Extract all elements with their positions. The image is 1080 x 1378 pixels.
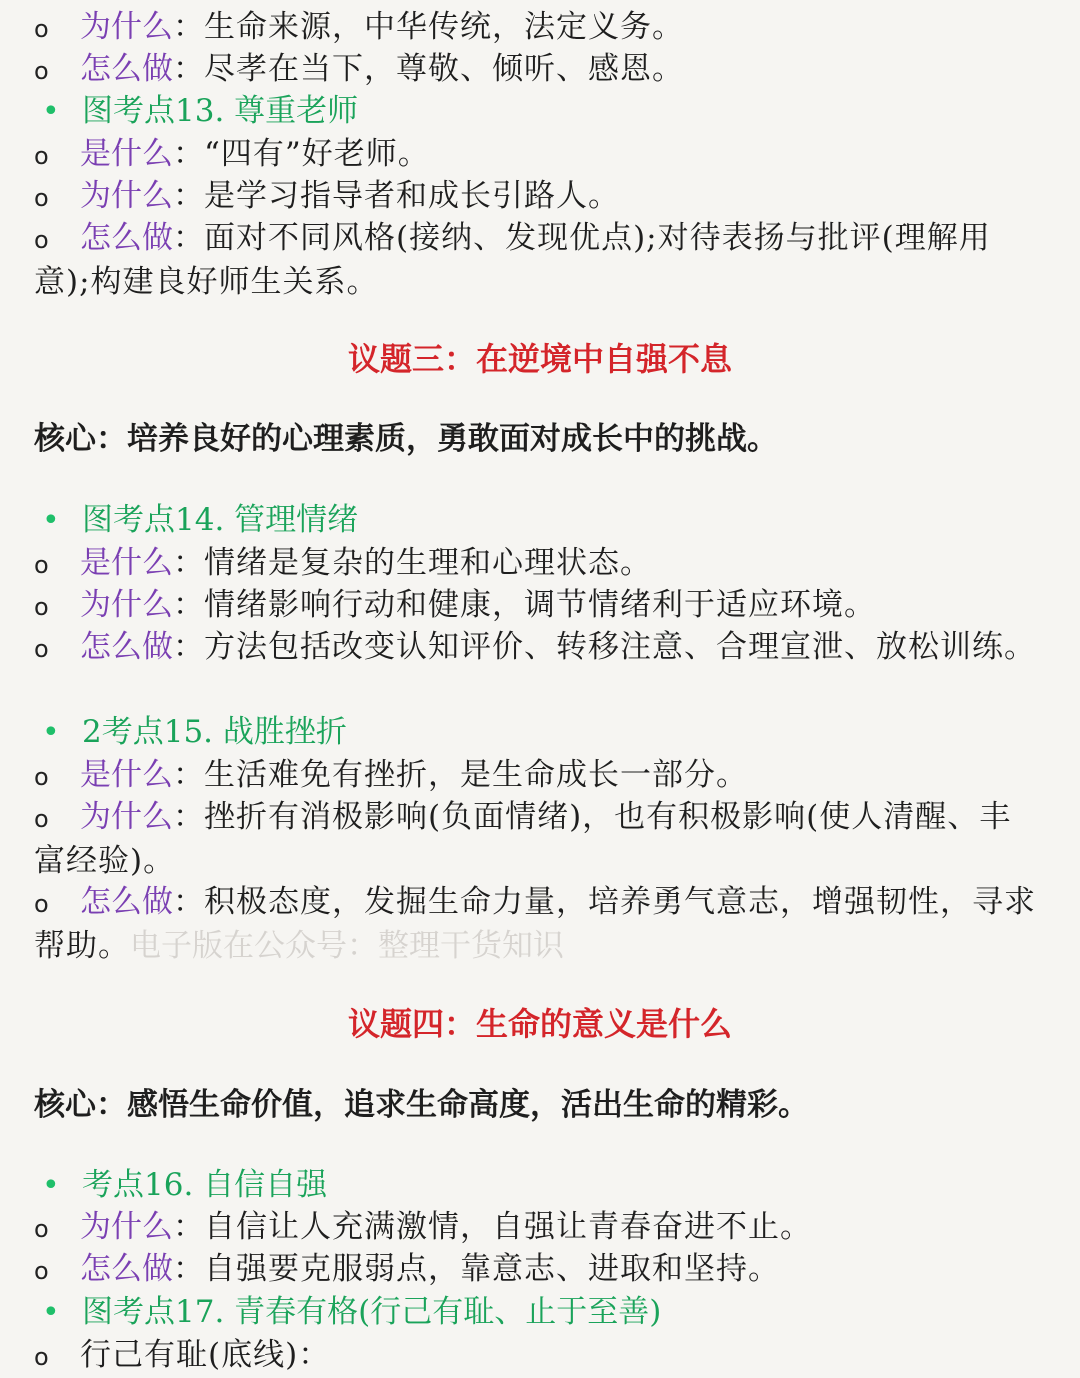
p16-how-line: o 怎么做：自强要克服弱点，靠意志、进取和坚持。 bbox=[34, 1248, 1040, 1292]
o-marker: o bbox=[34, 142, 49, 170]
why-label: 为什么 bbox=[80, 178, 173, 214]
how-text: 方法包括改变认知评价、转移注意、合理宣泄、放松训练。 bbox=[204, 629, 1036, 665]
bullet-marker: • bbox=[42, 715, 60, 750]
point-17-heading: • 图考点17. 青春有格(行己有耻、止于至善) bbox=[34, 1291, 1040, 1334]
p15-what-line: o 是什么：生活难免有挫折，是生命成长一部分。 bbox=[34, 754, 1040, 798]
p17-sub-text: 行己有耻(底线)： bbox=[80, 1337, 331, 1373]
o-marker: o bbox=[34, 551, 49, 579]
o-marker: o bbox=[34, 226, 49, 254]
what-text: 情绪是复杂的生理和心理状态。 bbox=[204, 545, 652, 581]
p13-why-line: o 为什么：是学习指导者和成长引路人。 bbox=[34, 175, 1040, 219]
how-text: 面对不同风格(接纳、发现优点);对待表扬与批评(理解用意);构建良好师生关系。 bbox=[34, 220, 991, 300]
topic-4-title: 议题四：生命的意义是什么 bbox=[347, 1005, 732, 1043]
p14-how-line: o 怎么做：方法包括改变认知评价、转移注意、合理宣泄、放松训练。 bbox=[34, 626, 1040, 670]
o-marker: o bbox=[34, 593, 49, 621]
bullet-marker: • bbox=[42, 1295, 60, 1330]
what-text: 生活难免有挫折，是生命成长一部分。 bbox=[204, 757, 748, 793]
topic-4-core: 核心：感悟生命价值，追求生命高度，活出生命的精彩。 bbox=[34, 1087, 809, 1123]
what-label: 是什么 bbox=[80, 136, 173, 172]
why-label: 为什么 bbox=[80, 799, 173, 835]
p15-how-line: o 怎么做：积极态度，发掘生命力量，培养勇气意志，增强韧性，寻求帮助。电子版在公众号：整理干货知识 bbox=[34, 884, 1036, 964]
why-text: 是学习指导者和成长引路人。 bbox=[204, 178, 620, 214]
why-text: 情绪影响行动和健康，调节情绪利于适应环境。 bbox=[204, 587, 876, 623]
what-label: 是什么 bbox=[80, 545, 173, 581]
point-14-heading: • 图考点14. 管理情绪 bbox=[34, 499, 1040, 542]
watermark-text: 电子版在公众号：整理干货知识 bbox=[130, 928, 564, 964]
o-marker: o bbox=[34, 57, 49, 85]
o-marker: o bbox=[34, 890, 49, 918]
o-marker: o bbox=[34, 15, 49, 43]
p16-why-line: o 为什么：自信让人充满激情，自强让青春奋进不止。 bbox=[34, 1206, 1040, 1250]
how-label: 怎么做 bbox=[80, 629, 173, 665]
prev-why-line: o 为什么：生命来源，中华传统，法定义务。 bbox=[34, 6, 1040, 50]
o-marker: o bbox=[34, 763, 49, 791]
why-text: 挫折有消极影响(负面情绪)，也有积极影响(使人清醒、丰富经验)。 bbox=[34, 799, 1012, 879]
prev-how-line: o 怎么做：尽孝在当下，尊敬、倾听、感恩。 bbox=[34, 48, 1040, 92]
point-15-heading: • 2考点15. 战胜挫折 bbox=[34, 711, 1040, 754]
how-text: 尽孝在当下，尊敬、倾听、感恩。 bbox=[204, 51, 684, 87]
p13-what-line: o 是什么：“四有”好老师。 bbox=[34, 133, 1040, 177]
how-label: 怎么做 bbox=[80, 220, 173, 256]
topic-3-core: 核心：培养良好的心理素质，勇敢面对成长中的挑战。 bbox=[34, 421, 778, 457]
point-16-heading: • 考点16. 自信自强 bbox=[34, 1164, 1040, 1207]
p15-why-line: o 为什么：挫折有消极影响(负面情绪)，也有积极影响(使人清醒、丰富经验)。 bbox=[34, 799, 1012, 879]
why-text: 生命来源，中华传统，法定义务。 bbox=[204, 9, 684, 45]
what-text: “四有”好老师。 bbox=[204, 136, 430, 172]
why-label: 为什么 bbox=[80, 9, 173, 45]
p17-sub-line bbox=[34, 1334, 1040, 1378]
point-13-heading: • 图考点13. 尊重老师 bbox=[34, 90, 1040, 133]
how-text: 自强要克服弱点，靠意志、进取和坚持。 bbox=[204, 1251, 780, 1287]
why-label: 为什么 bbox=[80, 1209, 173, 1245]
how-label: 怎么做 bbox=[80, 51, 173, 87]
o-marker: o bbox=[34, 1257, 49, 1285]
why-text: 自信让人充满激情，自强让青春奋进不止。 bbox=[204, 1209, 812, 1245]
p14-why-line: o 为什么：情绪影响行动和健康，调节情绪利于适应环境。 bbox=[34, 584, 1040, 628]
bullet-marker: • bbox=[42, 1168, 60, 1203]
o-marker: o bbox=[34, 805, 49, 833]
topic-3-title: 议题三：在逆境中自强不息 bbox=[347, 340, 732, 378]
bullet-marker: • bbox=[42, 503, 60, 538]
bullet-marker: • bbox=[42, 94, 60, 129]
how-label: 怎么做 bbox=[80, 1251, 173, 1287]
how-label: 怎么做 bbox=[80, 884, 173, 920]
how-text: 积极态度，发掘生命力量，培养勇气意志，增强韧性，寻求帮助。 bbox=[34, 884, 1036, 964]
why-label: 为什么 bbox=[80, 587, 173, 623]
o-marker: o bbox=[34, 635, 49, 663]
p13-how-line: o 怎么做：面对不同风格(接纳、发现优点);对待表扬与批评(理解用意);构建良好师生关系。 bbox=[34, 220, 991, 300]
o-marker: o bbox=[34, 184, 49, 212]
o-marker: o bbox=[34, 1343, 49, 1371]
p14-what-line: o 是什么：情绪是复杂的生理和心理状态。 bbox=[34, 542, 1040, 586]
what-label: 是什么 bbox=[80, 757, 173, 793]
o-marker: o bbox=[34, 1215, 49, 1243]
